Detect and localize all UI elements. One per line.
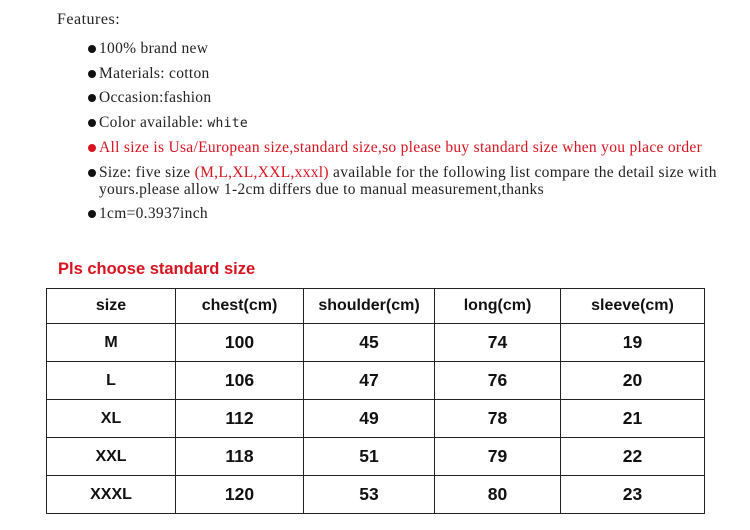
header-long: long(cm) — [435, 289, 561, 324]
cell-sleeve: 22 — [561, 438, 705, 476]
cell-shoulder: 53 — [304, 476, 435, 514]
feature-list — [86, 40, 726, 230]
cell-size: XXL — [47, 438, 176, 476]
features-heading: Features: — [57, 11, 121, 28]
feature-item-color — [86, 114, 726, 132]
bullet-icon — [88, 169, 96, 177]
feature-text: Color available: — [99, 113, 208, 131]
table-row — [47, 362, 705, 400]
table-title: Pls choose standard size — [58, 260, 256, 278]
table-row — [47, 476, 705, 514]
cell-shoulder: 51 — [304, 438, 435, 476]
cell-size: M — [47, 324, 176, 362]
table-row — [47, 438, 705, 476]
cell-size: L — [47, 362, 176, 400]
cell-sleeve: 23 — [561, 476, 705, 514]
bullet-icon — [88, 94, 96, 102]
feature-text: 100% brand new — [99, 40, 209, 57]
feature-text: Occasion:fashion — [99, 89, 212, 106]
feature-item-size-info — [86, 164, 726, 198]
bullet-icon — [88, 45, 96, 53]
cell-sleeve: 20 — [561, 362, 705, 400]
cell-long: 76 — [435, 362, 561, 400]
bullet-icon — [88, 70, 96, 78]
feature-item-size-notice — [86, 139, 726, 156]
table-row — [47, 324, 705, 362]
size-table — [46, 288, 705, 514]
bullet-icon — [88, 210, 96, 218]
size-values: (M,L,XL,XXL,xxxl) — [194, 163, 329, 181]
cell-shoulder: 49 — [304, 400, 435, 438]
bullet-icon — [88, 119, 96, 127]
cell-chest: 106 — [176, 362, 304, 400]
cell-long: 78 — [435, 400, 561, 438]
cell-chest: 112 — [176, 400, 304, 438]
feature-item-brand-new — [86, 40, 726, 57]
cell-chest: 120 — [176, 476, 304, 514]
feature-text: All size is Usa/European size,standard size,so please buy standard size when you place order — [99, 139, 703, 156]
feature-text: Materials: cotton — [99, 64, 210, 82]
cell-sleeve: 21 — [561, 400, 705, 438]
cell-chest: 118 — [176, 438, 304, 476]
color-value: white — [207, 115, 249, 131]
header-chest: chest(cm) — [176, 289, 304, 324]
table-header-row — [47, 289, 705, 324]
cell-long: 79 — [435, 438, 561, 476]
cell-sleeve: 19 — [561, 324, 705, 362]
feature-item-materials — [86, 65, 726, 82]
cell-size: XXXL — [47, 476, 176, 514]
table-row — [47, 400, 705, 438]
feature-item-occasion — [86, 89, 726, 106]
cell-chest: 100 — [176, 324, 304, 362]
cell-long: 74 — [435, 324, 561, 362]
feature-text: 1cm=0.3937inch — [99, 205, 208, 222]
header-sleeve: sleeve(cm) — [561, 289, 705, 324]
header-size: size — [47, 289, 176, 324]
bullet-icon — [88, 144, 96, 152]
cell-shoulder: 47 — [304, 362, 435, 400]
header-shoulder: shoulder(cm) — [304, 289, 435, 324]
size-info-rest: available for the following list compare the detail size with yours.please allow 1-2cm differs due to manual measurement,thanks — [99, 163, 717, 198]
cell-size: XL — [47, 400, 176, 438]
cell-shoulder: 45 — [304, 324, 435, 362]
feature-text: Size: five size — [99, 163, 195, 181]
cell-long: 80 — [435, 476, 561, 514]
feature-item-conversion — [86, 205, 726, 222]
